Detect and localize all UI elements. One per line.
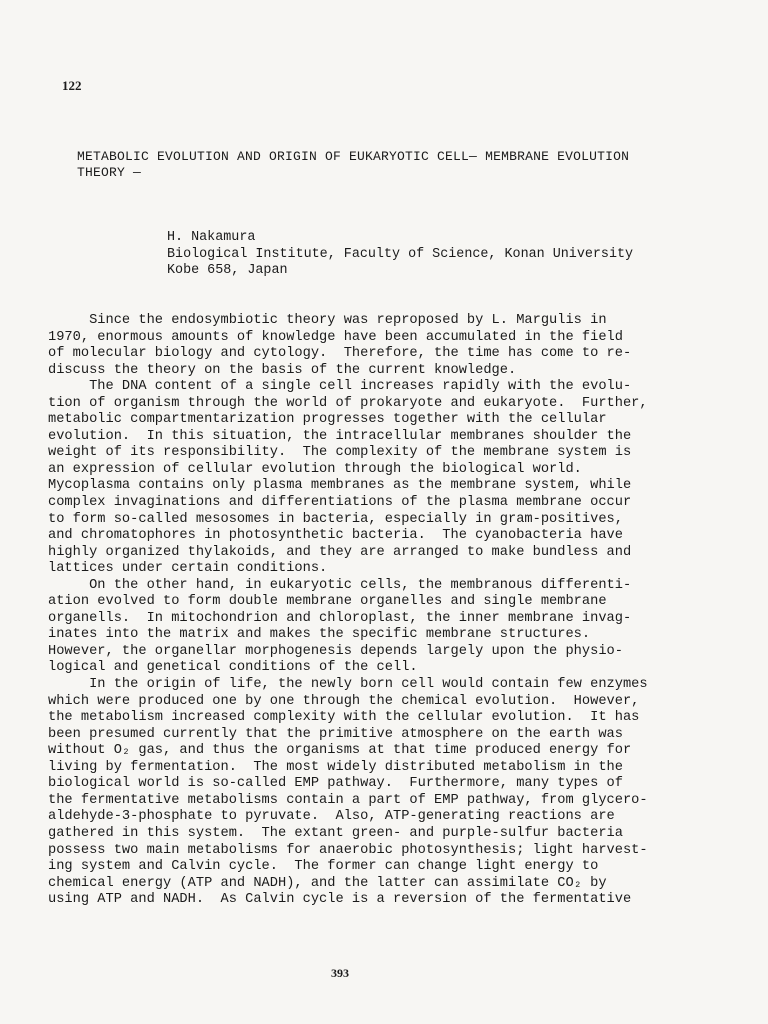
- body-line: metabolic compartmentarization progresses together with the cellular: [48, 412, 607, 428]
- body-line: the metabolism increased complexity with the cellular evolution. It has: [48, 710, 640, 726]
- page-number-top: 122: [62, 78, 82, 93]
- body-line: inates into the matrix and makes the specific membrane structures.: [48, 627, 591, 643]
- body-line: without O₂ gas, and thus the organisms at that time produced energy for: [48, 743, 632, 759]
- body-line: ation evolved to form double membrane organelles and single membrane: [48, 594, 607, 610]
- author-block: [167, 230, 633, 280]
- body-line: and chromatophores in photosynthetic bacteria. The cyanobacteria have: [48, 528, 623, 544]
- body-line: However, the organellar morphogenesis depends largely upon the physio-: [48, 643, 623, 659]
- body-line: which were produced one by one through the chemical evolution. However,: [48, 693, 640, 709]
- body-line: possess two main metabolisms for anaerobic photosynthesis; light harvest-: [48, 842, 648, 858]
- body-line: aldehyde-3-phosphate to pyruvate. Also, ATP-generating reactions are: [48, 809, 615, 825]
- body-line: chemical energy (ATP and NADH), and the latter can assimilate CO₂ by: [48, 875, 607, 891]
- page-number-bottom: 393: [331, 966, 349, 980]
- body-line: Mycoplasma contains only plasma membranes as the membrane system, while: [48, 478, 632, 494]
- body-line: 1970, enormous amounts of knowledge have been accumulated in the field: [48, 329, 623, 345]
- body-line: to form so-called mesosomes in bacteria, especially in gram-positives,: [48, 511, 623, 527]
- body-text: [48, 313, 728, 909]
- title-line-2: THEORY —: [77, 165, 142, 180]
- body-line: weight of its responsibility. The complexity of the membrane system is: [48, 445, 632, 461]
- body-line: highly organized thylakoids, and they are arranged to make bundless and: [48, 544, 632, 560]
- author-affiliation: Biological Institute, Faculty of Science, Konan University: [167, 246, 634, 262]
- body-line: discuss the theory on the basis of the current knowledge.: [48, 362, 517, 378]
- body-line: lattices under certain conditions.: [48, 561, 328, 577]
- body-line: been presumed currently that the primitive atmosphere on the earth was: [48, 726, 623, 742]
- title-line-1: METABOLIC EVOLUTION AND ORIGIN OF EUKARYOTIC CELL— MEMBRANE EVOLUTION: [77, 149, 630, 164]
- body-line: biological world is so-called EMP pathway. Furthermore, many types of: [48, 776, 623, 792]
- body-line: living by fermentation. The most widely distributed metabolism in the: [48, 759, 623, 775]
- body-line: organells. In mitochondrion and chloroplast, the inner membrane invag-: [48, 610, 632, 626]
- body-line: the fermentative metabolisms contain a part of EMP pathway, from glycero-: [48, 792, 648, 808]
- body-line: of molecular biology and cytology. Therefore, the time has come to re-: [48, 346, 632, 362]
- body-line: ing system and Calvin cycle. The former can change light energy to: [48, 859, 599, 875]
- paper-title: [77, 149, 629, 181]
- body-line: evolution. In this situation, the intracellular membranes shoulder the: [48, 428, 632, 444]
- author-name: H. Nakamura: [167, 230, 256, 245]
- body-line: The DNA content of a single cell increases rapidly with the evolu-: [48, 379, 632, 395]
- body-line: In the origin of life, the newly born cell would contain few enzymes: [48, 677, 648, 693]
- body-line: using ATP and NADH. As Calvin cycle is a reversion of the fermentative: [48, 892, 632, 908]
- body-line: logical and genetical conditions of the cell.: [48, 660, 418, 676]
- body-line: an expression of cellular evolution through the biological world.: [48, 461, 582, 477]
- body-line: tion of organism through the world of prokaryote and eukaryote. Further,: [48, 395, 648, 411]
- body-line: Since the endosymbiotic theory was reproposed by L. Margulis in: [48, 313, 607, 328]
- body-line: On the other hand, in eukaryotic cells, the membranous differenti-: [48, 577, 632, 593]
- body-line: gathered in this system. The extant green- and purple-sulfur bacteria: [48, 825, 623, 841]
- body-line: complex invaginations and differentiations of the plasma membrane occur: [48, 495, 632, 511]
- author-address: Kobe 658, Japan: [167, 263, 288, 278]
